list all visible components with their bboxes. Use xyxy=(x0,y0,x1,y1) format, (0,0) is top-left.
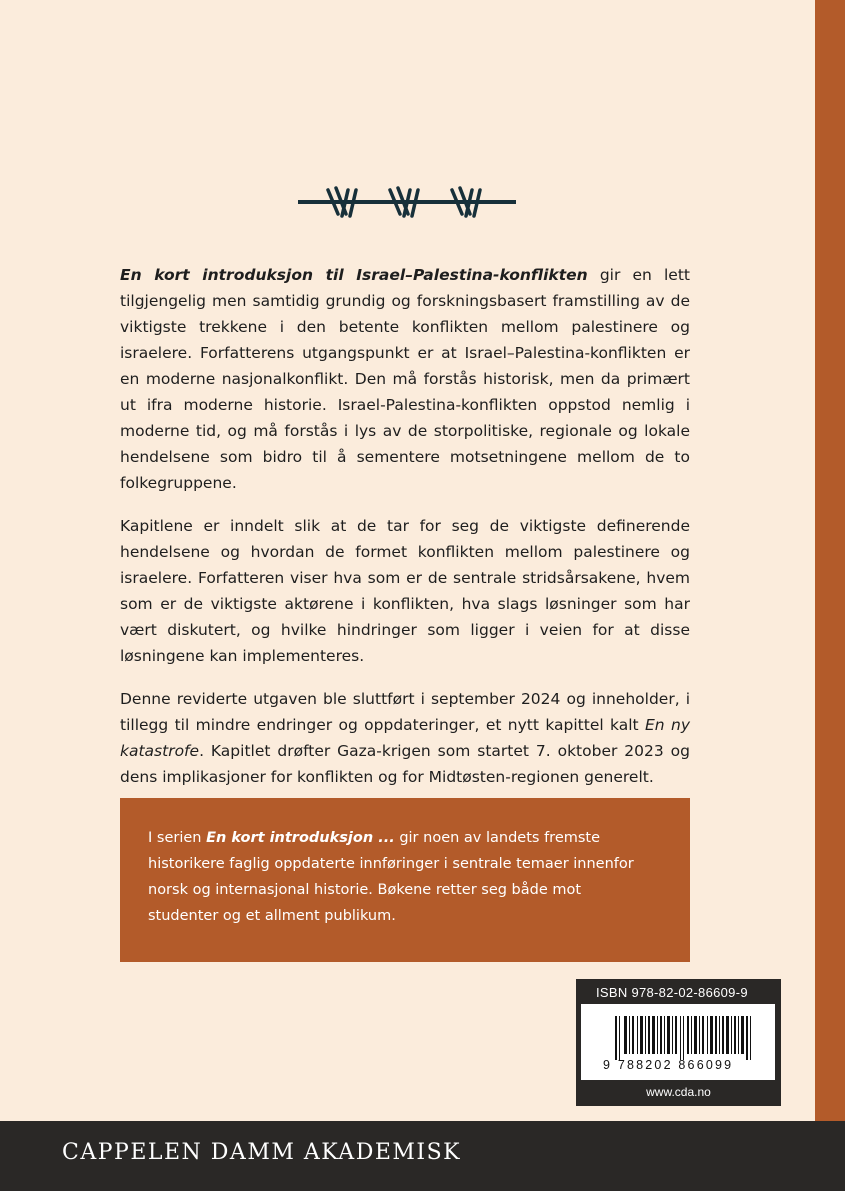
isbn-block xyxy=(576,979,781,1106)
book-title: En kort introduksjon til Israel–Palestina-konflikten xyxy=(120,266,588,284)
back-cover-text xyxy=(120,262,690,807)
intro-paragraph xyxy=(120,262,690,496)
footer-bar xyxy=(0,1121,845,1191)
edition-text-end: . Kapitlet drøfter Gaza-krigen som startet 7. oktober 2023 og dens implikasjoner for konflikten og for Midtøsten-regionen generelt. xyxy=(120,742,690,786)
barcode-digits: 9 788202 866099 xyxy=(603,1058,734,1072)
series-prefix: I serien xyxy=(148,830,207,846)
chapters-paragraph: Kapitlene er inndelt slik at de tar for seg de viktigste definerende hendelsene og hvordan de formet konflikten mellom palestinere og israelere. Forfatteren viser hva som er de sentrale stridsårsakene, hvem som er de viktigste aktørene i konflikten, hva slags løsninger som har vært diskutert, og hvilke hindringer som ligger i veien for at disse løsningene kan implementeres. xyxy=(120,517,690,665)
intro-text: gir en lett tilgjengelig men samtidig grundig og forskningsbasert framstilling av de viktigste trekkene i den betente konflikten mellom palestinere og israelere. Forfatterens utgangspunkt er at Israel–Palestina-konflikten er en moderne nasjonalkonflikt. Den må forstås historisk, men da primært ut ifra moderne historie. Israel-Palestina-konflikten oppstod nemlig i moderne tid, og må forstås i lys av de storpolitiske, regionale og lokale hendelsene som bidro til å sementere motsetningene mellom de to folkegruppene. xyxy=(120,266,690,492)
edition-text-start: Denne reviderte utgaven ble sluttført i september 2024 og inneholder, i tillegg til mindre endringer og oppdateringer, et nytt kapittel kalt xyxy=(120,690,690,734)
spine-stripe xyxy=(815,0,845,1191)
series-description: gir noen av landets fremste historikere faglig oppdaterte innføringer i sentrale temaer innenfor norsk og internasjonal historie. Bøkene retter seg både mot studenter og et allment publikum. xyxy=(148,830,634,924)
edition-paragraph xyxy=(120,686,690,790)
barbed-wire-icon xyxy=(298,180,516,224)
publisher-website: www.cda.no xyxy=(646,1085,711,1099)
barcode xyxy=(581,1004,775,1080)
isbn-number: ISBN 978-82-02-86609-9 xyxy=(596,985,748,1000)
publisher-name: CAPPELEN DAMM AKADEMISK xyxy=(62,1140,462,1165)
new-chapter-title: En ny katastrofe xyxy=(120,716,691,760)
series-info-box xyxy=(120,798,690,962)
series-name: En kort introduksjon ... xyxy=(206,830,395,846)
